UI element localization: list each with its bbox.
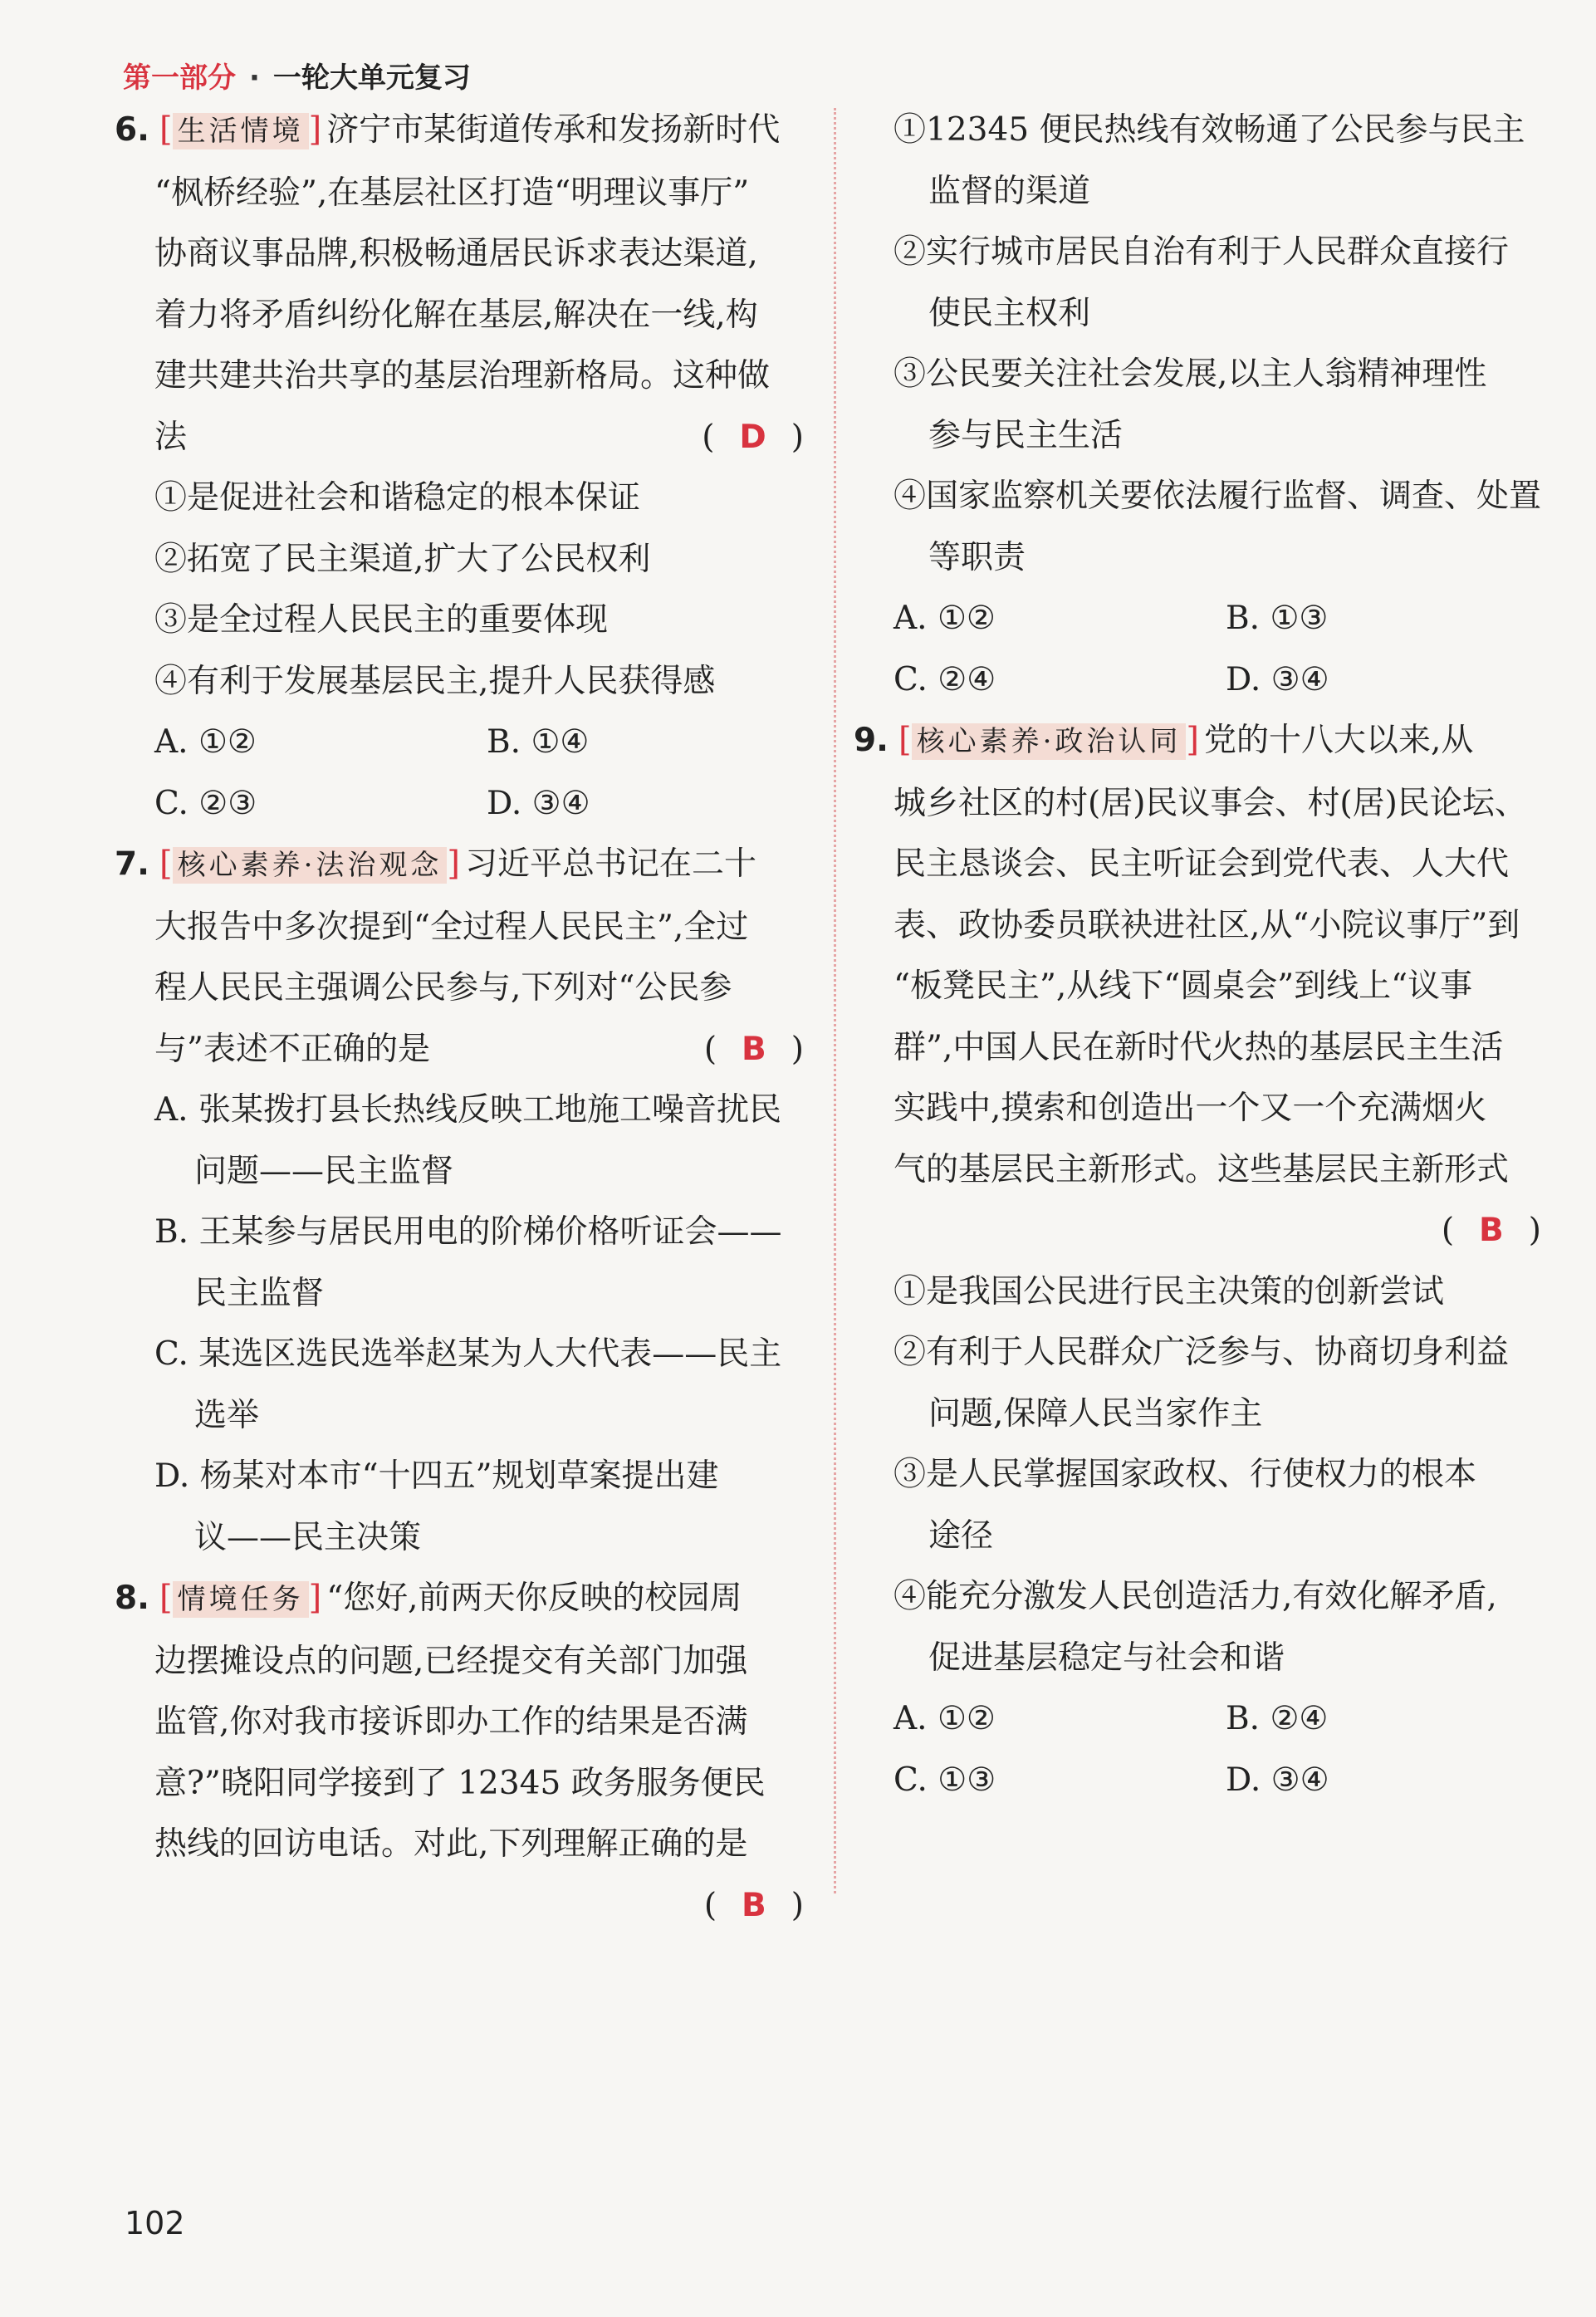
choice-d-cont: 议——民主决策: [194, 1518, 422, 1556]
statement-item-cont: 途径: [928, 1516, 994, 1555]
question-text-line: 程人民民主强调公民参与,下列对“公民参: [154, 969, 732, 1007]
statement-item: ②拓宽了民主渠道,扩大了公民权利: [154, 540, 651, 578]
statement-item: ③公民要关注社会发展,以主人翁精神理性: [893, 355, 1487, 393]
choice-b[interactable]: B. 王某参与居民用电的阶梯价格听证会——: [154, 1213, 782, 1251]
question-text-line: 气的基层民主新形式。这些基层民主新形式: [893, 1150, 1510, 1188]
question-text-line: “枫桥经验”,在基层社区打造“明理议事厅”: [154, 174, 750, 212]
answer-letter: B: [742, 1030, 766, 1068]
choice-b[interactable]: B. ①④: [487, 723, 590, 761]
statement-item-cont: 监督的渠道: [928, 172, 1091, 210]
statement-item: ①12345 便民热线有效畅通了公民参与民主: [893, 111, 1525, 149]
context-tag: [ 核心素养·政治认同 ]: [898, 721, 1200, 759]
statement-item: ④能充分激发人民创造活力,有效化解矛盾,: [893, 1578, 1497, 1615]
statement-item: ④国家监察机关要依法履行监督、调查、处置: [893, 478, 1542, 515]
choice-grid: [893, 588, 1541, 710]
choice-b[interactable]: B. ②④: [1226, 1700, 1329, 1737]
question-text-line: 建共建共治共享的基层治理新格局。这种做: [154, 357, 771, 394]
question-text-line: “您好,前两天你反映的校园周: [326, 1580, 742, 1617]
question-text-line: 济宁市某街道传承和发扬新时代: [326, 111, 781, 149]
statement-item-cont: 等职责: [928, 538, 1026, 576]
page-header: [123, 55, 471, 96]
choice-d[interactable]: D. 杨某对本市“十四五”规划草案提出建: [154, 1457, 719, 1495]
choice-c[interactable]: C. ②③: [154, 784, 257, 822]
question-text-line: 着力将矛盾纠纷化解在基层,解决在一线,构: [154, 296, 758, 334]
choice-a[interactable]: A. ①②: [893, 600, 996, 637]
choice-c[interactable]: C. ①③: [893, 1761, 996, 1799]
question-text-line: 大报告中多次提到“全过程人民民主”,全过: [154, 908, 749, 946]
statement-item-cont: 参与民主生活: [928, 416, 1124, 454]
question-text-line: “板凳民主”,从线下“圆桌会”到线上“议事: [893, 967, 1473, 1005]
choice-c[interactable]: C. ②④: [893, 660, 996, 698]
answer-bracket: ( B ): [703, 1030, 804, 1068]
answer-letter: B: [742, 1886, 766, 1924]
statement-item: ③是全过程人民民主的重要体现: [154, 601, 609, 639]
statement-item: ①是促进社会和谐稳定的根本保证: [154, 479, 641, 517]
choice-a[interactable]: A. ①②: [154, 723, 257, 761]
choice-b[interactable]: B. ①③: [1226, 600, 1329, 637]
question-text-line: 边摆摊设点的问题,已经提交有关部门加强: [154, 1642, 748, 1680]
question-text-line: 习近平总书记在二十: [465, 845, 757, 883]
section-part: 第一部分: [123, 61, 236, 95]
answer-letter: B: [1479, 1212, 1504, 1249]
question-number: 6.: [115, 111, 149, 149]
question-9: [854, 710, 1541, 1810]
context-tag: [ 核心素养·法治观念 ]: [159, 845, 461, 883]
answer-bracket: ( D ): [702, 418, 804, 456]
question-text-line: 与”表述不正确的是: [154, 1030, 430, 1068]
question-text-line: 城乡社区的村(居)民议事会、村(居)民论坛、: [893, 784, 1527, 822]
column-divider: [834, 108, 836, 1893]
question-8: [115, 1568, 804, 1936]
question-text-line: 群”,中国人民在新时代火热的基层民主生活: [893, 1028, 1504, 1066]
answer-letter: D: [739, 418, 766, 456]
choice-a-cont: 问题——民主监督: [194, 1152, 454, 1190]
choice-grid: [115, 712, 804, 834]
question-number: 7.: [115, 845, 149, 883]
choice-grid: [854, 1688, 1541, 1810]
left-column: [115, 100, 804, 1936]
header-separator: ·: [249, 61, 260, 95]
choice-d[interactable]: D. ③④: [1226, 1761, 1329, 1799]
choice-d[interactable]: D. ③④: [487, 784, 590, 822]
statement-item: ①是我国公民进行民主决策的创新尝试: [893, 1272, 1445, 1310]
question-7: [115, 834, 804, 1568]
question-8-items: [893, 100, 1541, 710]
context-tag: [ 生活情境 ]: [159, 110, 322, 149]
question-text-line: 协商议事品牌,积极畅通居民诉求表达渠道,: [154, 235, 758, 272]
statement-item: ③是人民掌握国家政权、行使权力的根本: [893, 1456, 1477, 1493]
question-text-line: 意?”晓阳同学接到了 12345 政务服务便民: [154, 1764, 766, 1802]
statement-item-cont: 使民主权利: [928, 294, 1091, 332]
answer-bracket: ( B ): [703, 1886, 804, 1924]
question-number: 9.: [854, 722, 889, 759]
question-text-line: 党的十八大以来,从: [1204, 722, 1474, 759]
statement-item-cont: 促进基层稳定与社会和谐: [928, 1639, 1285, 1677]
choice-a[interactable]: A. ①②: [893, 1700, 996, 1737]
statement-item: ②实行城市居民自治有利于人民群众直接行: [893, 233, 1510, 271]
question-6: [115, 100, 804, 834]
statement-item-cont: 问题,保障人民当家作主: [928, 1394, 1263, 1433]
choice-a[interactable]: A. 张某拨打县长热线反映工地施工噪音扰民: [154, 1091, 781, 1129]
page-number: 102: [125, 2205, 185, 2241]
section-unit: 一轮大单元复习: [272, 61, 471, 95]
answer-bracket: ( B ): [1441, 1212, 1541, 1249]
context-tag: [ 情境任务 ]: [159, 1579, 322, 1617]
question-text-line: 实践中,摸索和创造出一个又一个充满烟火: [893, 1090, 1487, 1127]
statement-item: ④有利于发展基层民主,提升人民获得感: [154, 662, 716, 700]
question-text-line: 监管,你对我市接诉即办工作的结果是否满: [154, 1703, 748, 1741]
statement-item: ②有利于人民群众广泛参与、协商切身利益: [893, 1334, 1510, 1371]
choice-d[interactable]: D. ③④: [1226, 660, 1329, 698]
question-text-line: 民主恳谈会、民主听证会到党代表、人大代: [893, 845, 1510, 883]
choice-b-cont: 民主监督: [194, 1274, 325, 1312]
question-text-line: 表、政协委员联袂进社区,从“小院议事厅”到: [893, 906, 1520, 944]
question-number: 8.: [115, 1580, 149, 1617]
question-text-line: 法: [154, 418, 188, 456]
choice-c[interactable]: C. 某选区选民选举赵某为人大代表——民主: [154, 1335, 782, 1373]
choice-c-cont: 选举: [194, 1396, 260, 1434]
right-column: [854, 100, 1542, 1810]
question-text-line: 热线的回访电话。对此,下列理解正确的是: [154, 1825, 748, 1863]
